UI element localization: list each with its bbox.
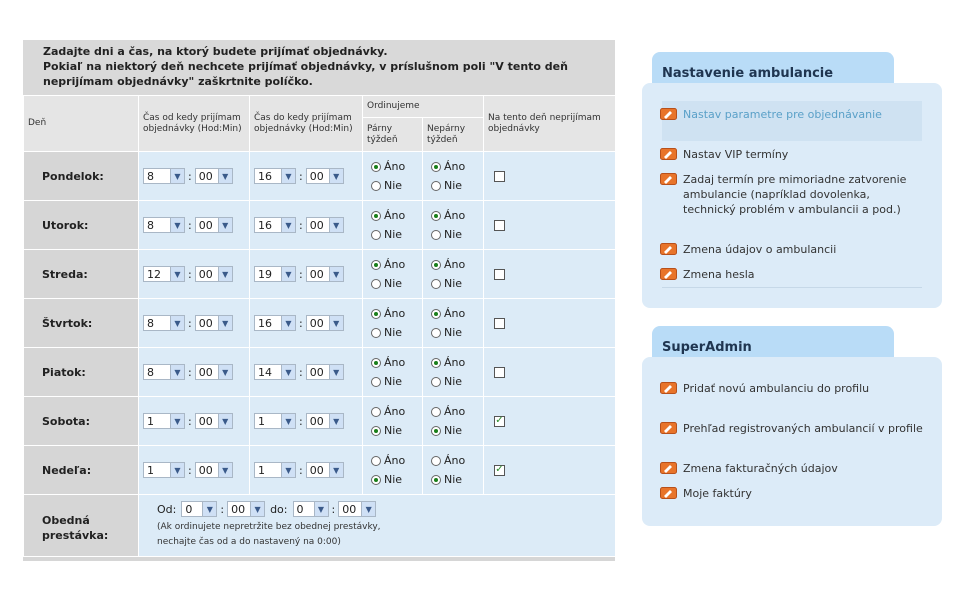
schedule-form xyxy=(23,40,615,561)
even-week-no-radio[interactable]: Nie xyxy=(371,176,422,195)
pencil-icon xyxy=(660,243,677,255)
radio-circle xyxy=(371,279,381,289)
radio-circle xyxy=(371,475,381,485)
day-name: Piatok: xyxy=(24,348,139,397)
menu-item-invoices[interactable]: Moje faktúry xyxy=(683,486,923,501)
panel-superadmin-title: SuperAdmin xyxy=(652,326,894,360)
menu-item-add-ambulance[interactable]: Pridať novú ambulanciu do profilu xyxy=(683,381,923,396)
chevron-down-icon: ▼ xyxy=(329,218,343,232)
table-row: Sobota: 1 ▼ : 00 ▼ 1 ▼ : 00 ▼ Áno Nie Áno Nie ✓ xyxy=(24,397,616,446)
menu-item-password[interactable]: Zmena hesla xyxy=(683,267,923,282)
menu-item-vip[interactable]: Nastav VIP termíny xyxy=(683,147,923,162)
chevron-down-icon: ▼ xyxy=(281,463,295,477)
odd-week-no-radio[interactable]: Nie xyxy=(431,225,483,244)
even-week-no-radio[interactable]: Nie xyxy=(371,372,422,391)
to-minute-select[interactable]: 00 ▼ xyxy=(306,266,344,282)
chevron-down-icon: ▼ xyxy=(281,365,295,379)
radio-circle xyxy=(371,358,381,368)
odd-week-yes-radio[interactable]: Áno xyxy=(431,206,483,225)
panel-superadmin-box xyxy=(642,357,942,526)
chevron-down-icon: ▼ xyxy=(218,316,232,330)
odd-week-yes-radio[interactable]: Áno xyxy=(431,353,483,372)
radio-circle xyxy=(431,230,441,240)
chevron-down-icon: ▼ xyxy=(170,463,184,477)
closed-checkbox[interactable]: ✓ xyxy=(495,415,504,426)
lunch-to-minute-select[interactable]: 00 ▼ xyxy=(338,501,376,517)
chevron-down-icon: ▼ xyxy=(329,169,343,183)
chevron-down-icon: ▼ xyxy=(281,414,295,428)
chevron-down-icon: ▼ xyxy=(170,218,184,232)
from-hour-select[interactable]: 1 ▼ xyxy=(143,413,185,429)
radio-circle xyxy=(431,211,441,221)
radio-circle xyxy=(431,279,441,289)
odd-week-yes-radio[interactable]: Áno xyxy=(431,402,483,421)
chevron-down-icon: ▼ xyxy=(170,169,184,183)
radio-circle xyxy=(431,260,441,270)
intro-line-1: Zadajte dni a čas, na ktorý budete prijímať objednávky. xyxy=(43,45,388,58)
chevron-down-icon: ▼ xyxy=(281,316,295,330)
radio-circle xyxy=(431,475,441,485)
table-bottom-bar xyxy=(23,557,615,561)
closed-checkbox[interactable] xyxy=(494,367,505,378)
lunch-from-hour-select[interactable]: 0 ▼ xyxy=(181,501,217,517)
day-name: Nedeľa: xyxy=(24,446,139,495)
from-minute-select[interactable]: 00 ▼ xyxy=(195,315,233,331)
from-hour-select[interactable]: 1 ▼ xyxy=(143,462,185,478)
even-week-yes-radio[interactable]: Áno xyxy=(371,451,422,470)
radio-circle xyxy=(431,328,441,338)
menu-item-registered[interactable]: Prehľad registrovaných ambulancií v profile xyxy=(683,421,923,436)
lunch-from-minute-select[interactable]: 00 ▼ xyxy=(227,501,265,517)
table-row: Štvrtok: 8 ▼ : 00 ▼ 16 ▼ : 00 ▼ Áno Nie Áno Nie xyxy=(24,299,616,348)
pencil-icon xyxy=(660,108,677,120)
header-even-week: Párny týždeň xyxy=(363,118,423,152)
radio-circle xyxy=(371,426,381,436)
even-week-yes-radio[interactable]: Áno xyxy=(371,353,422,372)
radio-circle xyxy=(371,181,381,191)
lunch-row: Obedná prestávka: Od: 0 ▼ : 00 ▼ do: 0 ▼ : 00 ▼ (Ak ordinujete nepretržite bez obednej prestávky, nechajte čas od a do nastavený na 0:00) xyxy=(24,495,616,557)
divider xyxy=(662,287,922,288)
even-week-no-radio[interactable]: Nie xyxy=(371,225,422,244)
pencil-icon xyxy=(660,487,677,499)
pencil-icon xyxy=(660,148,677,160)
from-hour-select[interactable]: 8 ▼ xyxy=(143,168,185,184)
to-minute-select[interactable]: 00 ▼ xyxy=(306,315,344,331)
chevron-down-icon: ▼ xyxy=(202,502,216,516)
radio-circle xyxy=(371,260,381,270)
radio-circle xyxy=(371,162,381,172)
odd-week-no-radio[interactable]: Nie xyxy=(431,323,483,342)
radio-circle xyxy=(371,407,381,417)
odd-week-no-radio[interactable]: Nie xyxy=(431,470,483,489)
lunch-label: Obedná prestávka: xyxy=(24,495,139,557)
from-hour-select[interactable]: 8 ▼ xyxy=(143,315,185,331)
even-week-yes-radio[interactable]: Áno xyxy=(371,402,422,421)
lunch-od-label: Od: xyxy=(157,502,177,516)
from-minute-select[interactable]: 00 ▼ xyxy=(195,266,233,282)
pencil-icon xyxy=(660,462,677,474)
chevron-down-icon: ▼ xyxy=(218,218,232,232)
day-name: Utorok: xyxy=(24,201,139,250)
from-minute-select[interactable]: 00 ▼ xyxy=(195,168,233,184)
pencil-icon xyxy=(660,422,677,434)
radio-circle xyxy=(371,456,381,466)
chevron-down-icon: ▼ xyxy=(170,365,184,379)
closed-checkbox[interactable] xyxy=(494,220,505,231)
even-week-yes-radio[interactable]: Áno xyxy=(371,157,422,176)
odd-week-no-radio[interactable]: Nie xyxy=(431,421,483,440)
even-week-no-radio[interactable]: Nie xyxy=(371,323,422,342)
chevron-down-icon: ▼ xyxy=(170,316,184,330)
even-week-yes-radio[interactable]: Áno xyxy=(371,304,422,323)
table-row: Utorok: 8 ▼ : 00 ▼ 16 ▼ : 00 ▼ Áno Nie Áno Nie xyxy=(24,201,616,250)
odd-week-yes-radio[interactable]: Áno xyxy=(431,451,483,470)
radio-circle xyxy=(371,309,381,319)
intro-text xyxy=(23,40,615,95)
from-minute-select[interactable]: 00 ▼ xyxy=(195,462,233,478)
chevron-down-icon: ▼ xyxy=(218,463,232,477)
panel-ambulance-settings-title: Nastavenie ambulancie xyxy=(652,52,894,86)
intro-line-2: Pokiaľ na niektorý deň nechcete prijímať objednávky, v príslušnom poli "V tento deň neprijímam objednávky" zaškrtnite políčko. xyxy=(43,60,568,88)
to-minute-select[interactable]: 00 ▼ xyxy=(306,462,344,478)
to-hour-select[interactable]: 16 ▼ xyxy=(254,168,296,184)
radio-circle xyxy=(431,407,441,417)
pencil-icon xyxy=(660,173,677,185)
chevron-down-icon: ▼ xyxy=(218,414,232,428)
even-week-no-radio[interactable]: Nie xyxy=(371,421,422,440)
chevron-down-icon: ▼ xyxy=(281,169,295,183)
closed-checkbox[interactable] xyxy=(494,269,505,280)
chevron-down-icon: ▼ xyxy=(329,267,343,281)
radio-circle xyxy=(431,181,441,191)
closed-checkbox[interactable] xyxy=(494,171,505,182)
radio-circle xyxy=(431,377,441,387)
to-hour-select[interactable]: 19 ▼ xyxy=(254,266,296,282)
menu-item-closure[interactable]: Zadaj termín pre mimoriadne zatvorenie ambulancie (napríklad dovolenka, technický problém v ambulancii a pod.) xyxy=(683,172,923,217)
header-day: Deň xyxy=(24,96,139,152)
chevron-down-icon: ▼ xyxy=(314,502,328,516)
header-to: Čas do kedy prijímam objednávky (Hod:Min) xyxy=(250,96,363,152)
lunch-note: (Ak ordinujete nepretržite bez obednej prestávky, nechajte čas od a do nastavený na 0:00) xyxy=(157,522,381,547)
even-week-yes-radio[interactable]: Áno xyxy=(371,206,422,225)
radio-circle xyxy=(371,377,381,387)
chevron-down-icon: ▼ xyxy=(329,365,343,379)
day-name: Streda: xyxy=(24,250,139,299)
odd-week-no-radio[interactable]: Nie xyxy=(431,372,483,391)
to-hour-select[interactable]: 16 ▼ xyxy=(254,315,296,331)
menu-item-ambulance-data[interactable]: Zmena údajov o ambulancii xyxy=(683,242,923,257)
chevron-down-icon: ▼ xyxy=(329,316,343,330)
to-minute-select[interactable]: 00 ▼ xyxy=(306,413,344,429)
chevron-down-icon: ▼ xyxy=(170,267,184,281)
header-closed: Na tento deň neprijímam objednávky xyxy=(484,96,616,152)
chevron-down-icon: ▼ xyxy=(250,502,264,516)
radio-circle xyxy=(431,162,441,172)
from-minute-select[interactable]: 00 ▼ xyxy=(195,364,233,380)
even-week-no-radio[interactable]: Nie xyxy=(371,470,422,489)
menu-item-billing[interactable]: Zmena fakturačných údajov xyxy=(683,461,923,476)
from-minute-select[interactable]: 00 ▼ xyxy=(195,413,233,429)
even-week-no-radio[interactable]: Nie xyxy=(371,274,422,293)
odd-week-yes-radio[interactable]: Áno xyxy=(431,304,483,323)
pencil-icon xyxy=(660,382,677,394)
from-hour-select[interactable]: 8 ▼ xyxy=(143,364,185,380)
radio-circle xyxy=(371,230,381,240)
chevron-down-icon: ▼ xyxy=(281,218,295,232)
from-hour-select[interactable]: 8 ▼ xyxy=(143,217,185,233)
chevron-down-icon: ▼ xyxy=(218,267,232,281)
day-name: Štvrtok: xyxy=(24,299,139,348)
from-minute-select[interactable]: 00 ▼ xyxy=(195,217,233,233)
radio-circle xyxy=(371,328,381,338)
odd-week-no-radio[interactable]: Nie xyxy=(431,176,483,195)
to-hour-select[interactable]: 14 ▼ xyxy=(254,364,296,380)
radio-circle xyxy=(431,309,441,319)
lunch-to-hour-select[interactable]: 0 ▼ xyxy=(293,501,329,517)
to-hour-select[interactable]: 16 ▼ xyxy=(254,217,296,233)
odd-week-no-radio[interactable]: Nie xyxy=(431,274,483,293)
chevron-down-icon: ▼ xyxy=(329,463,343,477)
chevron-down-icon: ▼ xyxy=(218,365,232,379)
chevron-down-icon: ▼ xyxy=(281,267,295,281)
chevron-down-icon: ▼ xyxy=(218,169,232,183)
chevron-down-icon: ▼ xyxy=(361,502,375,516)
to-hour-select[interactable]: 1 ▼ xyxy=(254,462,296,478)
to-hour-select[interactable]: 1 ▼ xyxy=(254,413,296,429)
menu-item-params[interactable]: Nastav parametre pre objednávanie xyxy=(683,107,923,122)
radio-circle xyxy=(431,456,441,466)
closed-checkbox[interactable]: ✓ xyxy=(495,464,504,475)
odd-week-yes-radio[interactable]: Áno xyxy=(431,255,483,274)
table-row: Piatok: 8 ▼ : 00 ▼ 14 ▼ : 00 ▼ Áno Nie Áno Nie xyxy=(24,348,616,397)
day-name: Pondelok: xyxy=(24,152,139,201)
to-minute-select[interactable]: 00 ▼ xyxy=(306,364,344,380)
table-row: Pondelok: 8 ▼ : 00 ▼ 16 ▼ : 00 ▼ Áno Nie Áno Nie xyxy=(24,152,616,201)
chevron-down-icon: ▼ xyxy=(329,414,343,428)
chevron-down-icon: ▼ xyxy=(170,414,184,428)
radio-circle xyxy=(431,426,441,436)
header-from: Čas od kedy prijímam objednávky (Hod:Min) xyxy=(139,96,250,152)
radio-circle xyxy=(371,211,381,221)
panel-ambulance-settings-box xyxy=(642,83,942,308)
from-hour-select[interactable]: 12 ▼ xyxy=(143,266,185,282)
to-minute-select[interactable]: 00 ▼ xyxy=(306,217,344,233)
pencil-icon xyxy=(660,268,677,280)
even-week-yes-radio[interactable]: Áno xyxy=(371,255,422,274)
schedule-table xyxy=(23,95,616,557)
day-name: Sobota: xyxy=(24,397,139,446)
to-minute-select[interactable]: 00 ▼ xyxy=(306,168,344,184)
lunch-do-label: do: xyxy=(270,502,288,516)
odd-week-yes-radio[interactable]: Áno xyxy=(431,157,483,176)
radio-circle xyxy=(431,358,441,368)
header-odd-week: Nepárny týždeň xyxy=(423,118,484,152)
table-row: Nedeľa: 1 ▼ : 00 ▼ 1 ▼ : 00 ▼ Áno Nie Áno Nie ✓ xyxy=(24,446,616,495)
table-row: Streda: 12 ▼ : 00 ▼ 19 ▼ : 00 ▼ Áno Nie Áno Nie xyxy=(24,250,616,299)
header-ordinujeme: Ordinujeme xyxy=(363,96,484,118)
closed-checkbox[interactable] xyxy=(494,318,505,329)
